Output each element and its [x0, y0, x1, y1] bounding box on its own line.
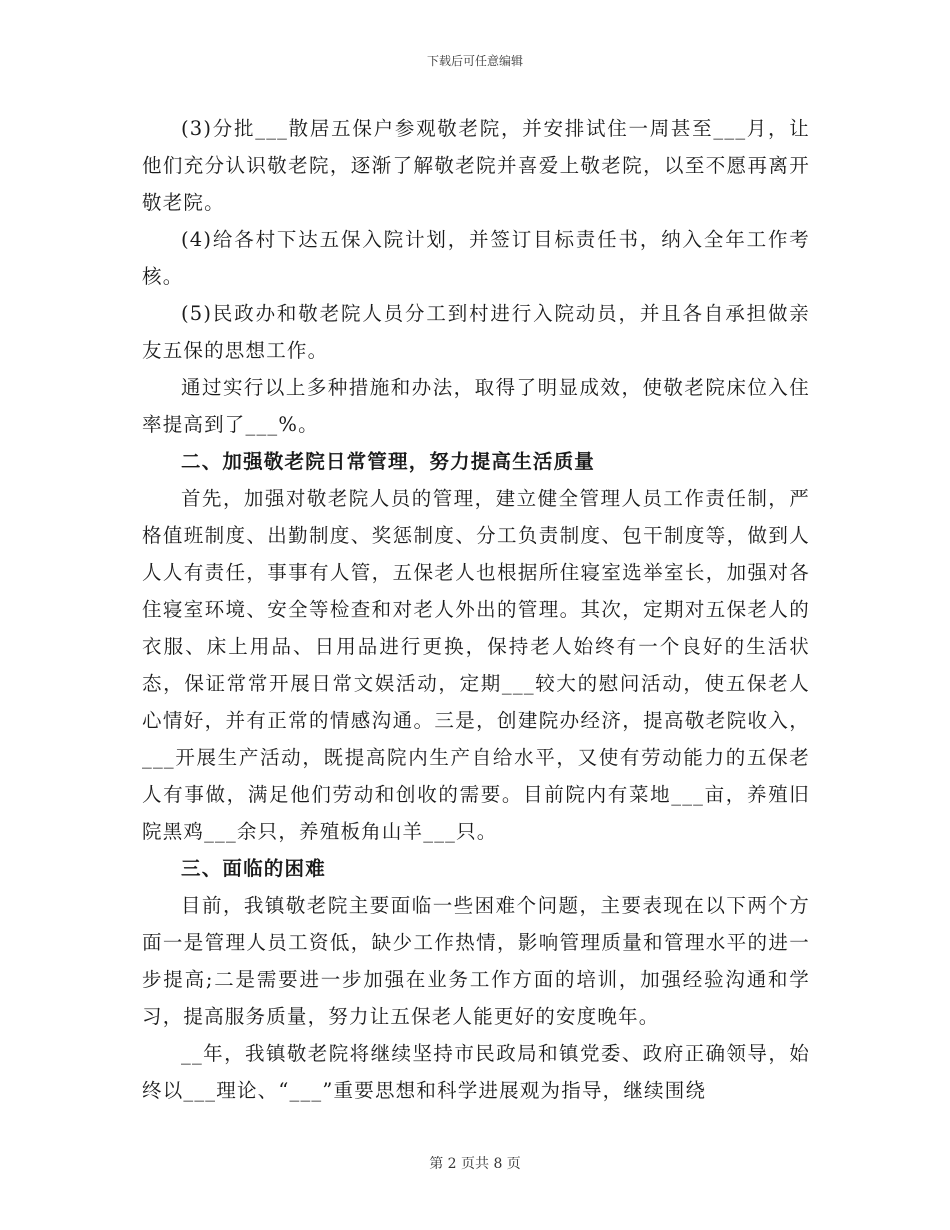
- paragraph-difficulties: 目前，我镇敬老院主要面临一些困难个问题，主要表现在以下两个方面一是管理人员工资低，缺少工作热情，影响管理质量和管理水平的进一步提高;二是需要进一步加强在业务工作方面的培训，加强经验沟通和学习，提高服务质量，努力让五保老人能更好的安度晚年。: [142, 894, 810, 1028]
- section-heading-3: 三、面临的困难: [181, 857, 326, 880]
- paragraph-item-4: (4)给各村下达五保入院计划，并签订目标责任书，纳入全年工作考核。: [142, 228, 810, 288]
- paragraph-item-5: (5)民政办和敬老院人员分工到村进行入院动员，并且各自承担做亲友五保的思想工作。: [142, 302, 810, 362]
- page-footer: 第 2 页共 8 页: [429, 1156, 521, 1172]
- paragraph-daily-management: 首先，加强对敬老院人员的管理，建立健全管理人员工作责任制，严格值班制度、出勤制度、奖惩制度、分工负责制度、包干制度等，做到人人人有责任，事事有人管，五保老人也根据所住寝室选举室长，加强对各住寝室环境、安全等检查和对老人外出的管理。其次，定期对五保老人的衣服、床上用品、日用品进行更换，保持老人始终有一个良好的生活状态，保证常常开展日常文娱活动，定期___较大的慰问活动，使五保老人心情好，并有正常的情感沟通。三是，创建院办经济，提高敬老院收入，___开展生产活动，既提高院内生产自给水平，又使有劳动能力的五保老人有事做，满足他们劳动和创收的需要。目前院内有菜地___亩，养殖旧院黑鸡___余只，养殖板角山羊___只。: [142, 487, 810, 843]
- page-header: 下载后可任意编辑: [426, 54, 523, 68]
- paragraph-next-year: __年，我镇敬老院将继续坚持市民政局和镇党委、政府正确领导，始终以___理论、“___”重要思想和科学进展观为指导，继续围绕: [142, 1042, 810, 1102]
- paragraph-results: 通过实行以上多种措施和办法，取得了明显成效，使敬老院床位入住率提高到了___%。: [142, 376, 810, 436]
- document-body: [142, 110, 810, 1109]
- section-heading-2: 二、加强敬老院日常管理，努力提高生活质量: [181, 450, 596, 473]
- paragraph-item-3: (3)分批___散居五保户参观敬老院，并安排试住一周甚至___月，让他们充分认识敬老院，逐渐了解敬老院并喜爱上敬老院，以至不愿再离开敬老院。: [142, 117, 810, 214]
